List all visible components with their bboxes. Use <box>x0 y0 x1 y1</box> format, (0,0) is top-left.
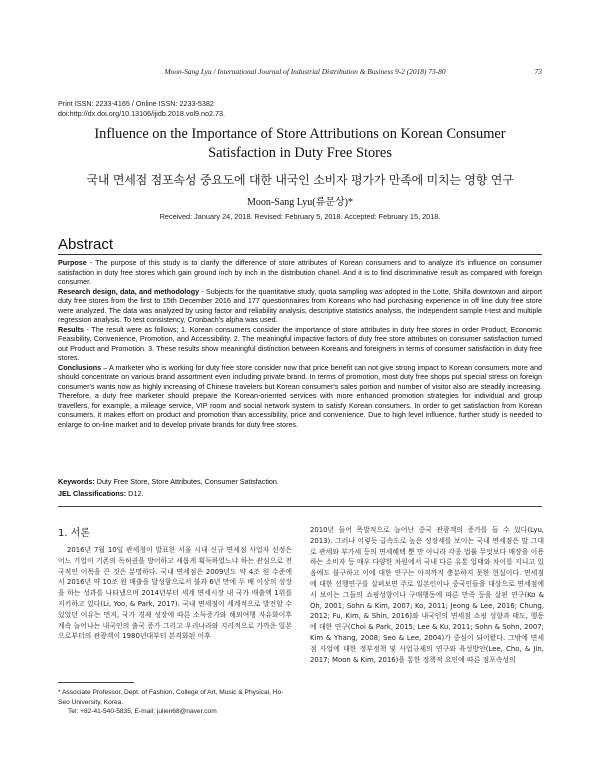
keywords-label: Keywords: <box>58 477 95 486</box>
abstract-body <box>58 258 542 429</box>
page-number: 73 <box>534 67 542 76</box>
purpose-label: Purpose <box>58 258 87 267</box>
body-column-right: 2010년 들어 폭발적으로 늘어난 중국 관광객의 증가를 들 수 있다(Lyu, 2013). 그러나 이렇듯 급속도로 높은 성장세를 보이는 국내 면세점은 말 그대로 관세와 부가세 등의 면세혜택 뿐 만 아니라 각종 법률 무엇보다 매장을 이용하는 소비자 등 매우 다양한 차원에서 국내 다른 유통 업태와 차이를 지니고 있음에도 불구하고 이에 대한 연구는 아직까지 충분하지 못한 현실이다. 면세점에 대한 선행연구를 살펴보면 주로 일본인이나 중국인들을 대상으로 면세점에서 보이는 그들의 쇼핑성향이나 구매행동에 따른 만족 등을 살핀 연구(Ko & Oh, 2001; Sohn & Kim, 2007; Ko, 2011; Jeong & Lee, 2016; Chung, 2012; Fu, Kim, & Shin, 2016)와 내국인의 면세점 쇼핑 성향과 태도, 행동에 대한 연구(Choi & Park, 2015; Lee & Ku, 2011; Sohn & Sohn, 2007; Kim & Yhang, 2008; Seo & Lee, 2004)가 중심이 되어왔다. 그밖에 면세점 사업에 대한 정부정책 및 사업규제의 연구와 육성방안(Lee, Cho, & Jin, 2017; Moon & Kim, 2016)을 통한 정책적 요인에 따른 점포속성의 <box>310 526 544 664</box>
abstract-rule <box>58 254 542 255</box>
design-text: - Subjects for the quantitative study, quota sampling was adopted in the Lotte, Shilla downtown and airport duty free stores from the first to 15th December 2016 and 177 questionnaires from Koreans who had purchasing experience in off line duty free store were analyzed. The data was analyzed by using factor and reliability analysis, descriptive statistics analysis, the independent sample t-test and multiple regression analysis. To test consistency, Cronbach's alpha was used. <box>58 286 542 324</box>
keywords-text: Duty Free Store, Store Attributes, Consumer Satisfaction. <box>94 477 279 486</box>
jel-text: D12. <box>126 489 144 498</box>
title-line-2: Satisfaction in Duty Free Stores <box>208 144 392 161</box>
section-heading-introduction: 1. 서론 <box>58 528 91 539</box>
article-title-korean: 국내 면세점 점포속성 중요도에 대한 내국인 소비자 평가가 만족에 미치는 영향 연구 <box>86 173 514 187</box>
keywords-block <box>58 476 279 500</box>
title-line-1: Influence on the Importance of Store Attributions on Korean Consumer <box>94 126 506 142</box>
footnote-contact: Tel: +82-41-540-5835, E-mail: julien68@naver.com <box>68 708 217 716</box>
footnote-rule <box>58 682 134 683</box>
keywords-rule <box>58 506 542 507</box>
design-label: Research design, data, and methodology <box>58 286 200 296</box>
abstract-conclusions <box>58 363 542 430</box>
abstract-results <box>58 325 542 363</box>
footnote-affiliation: * Associate Professor, Dept. of Fashion, College of Art, Music & Physical, Ho-Seo University, Korea. <box>58 689 284 706</box>
running-header-text: Moon-Sang Lyu / International Journal of Industrial Distribution & Business 9-2 (2018) 73-80 <box>164 67 446 76</box>
results-label: Results <box>58 324 84 334</box>
article-title-english <box>60 125 540 162</box>
author-footnote <box>58 688 292 717</box>
doi-line: doi:http://dx.doi.org/10.13106/ijidb.2018.vol9.no2.73. <box>58 108 226 118</box>
results-text: - The result were as follows; 1. Korean consumers consider the importance of store attributes in duty free stores in order Product, Economic Feasibility, Convenience, Promotion, and Accessibility. 2. The meaningful impactive factors of duty free store attributes on consumer satisfaction turned out Product and Promotion. 3. These results show meaningful distinction between Koreans and foreigners in terms of consumer satisfaction in duty free stores. <box>58 324 542 362</box>
jel-line <box>58 488 279 500</box>
body-column-left: 2016년 7월 10일 관세청이 발표한 서울 시내 신규 면세점 사업자 선정은 어느 기업이 기존의 독허권을 방어하고 새롭게 획득하였느냐 하는 관심으로 전국적인 이목을 끈 것은 분명하다. 국내 면세점은 2009년도 약 4조 원 수준에서 2016년 약 10조 원 매출을 달성함으로서 불과 6년 만에 두 배 이상의 성장을 하는 성과를 나타냈으며 2014년부터 세계 면세시장 내 국가 매출액 1위를 지키하고 있다(Li, Yoo, & Park, 2017). 국내 면세점이 세계적으로 발전할 수 있었던 이유는 먼저, 국가 경제 성장에 따른 소득증가와 해외여행 자유화이후 계속 늘어나는 내국인의 출국 증가 그리고 우리나라와 지리적으로 가까운 일본으로부터의 관광객이 1980년대부터 본격화된 이후 <box>58 546 292 641</box>
author-line: Moon-Sang Lyu(류문상)* <box>247 197 353 208</box>
jel-label: JEL Classifications: <box>58 489 127 498</box>
keywords-line <box>58 476 279 488</box>
abstract-design <box>58 287 542 325</box>
abstract-heading: Abstract <box>58 236 114 253</box>
issn-block <box>58 99 225 118</box>
issn-line: Print ISSN: 2233-4165 / Online ISSN: 2233-5382 <box>58 99 214 108</box>
conclusions-label: Conclusions <box>58 362 102 372</box>
conclusions-text: – A marketer who is working for duty free store consider now that price benefit can not give strong impact to Korean consumers more and should concentrate on various brand assortment even including private brand. In terms of promotion, most duty free shops put special stress on foreign consumer's wants now as highly increasing of Chinese travelers but Korean consumer's sales portion and number of visitor also are steadily increasing. Therefore, a duty free marketer should prepare the Korean-oriented services with more enhanced promotion strategies for individual and group travellers, for example, a mileage service, VIP room and social network system to satisfy Korean consumers. In order to get satisfaction from Korean consumers, it makes effort on product and promotion than accessibility, price and convenience. Due to high level influence, further study is needed to enlarge to on-line market and to develop private brands for duty free stores. <box>58 362 542 429</box>
purpose-text: - The purpose of this study is to clarify the difference of store attributes of Korean consumers and to analyze it's influence on consumer satisfaction in duty free stores which gain ground inch by inch in the distribution chanel. And it is to find discriminative result as compared with foreign consumer. <box>58 258 542 286</box>
received-dates: Received: January 24, 2018. Revised: February 5, 2018. Accepted: February 15, 2018. <box>159 212 441 221</box>
abstract-purpose <box>58 258 542 287</box>
